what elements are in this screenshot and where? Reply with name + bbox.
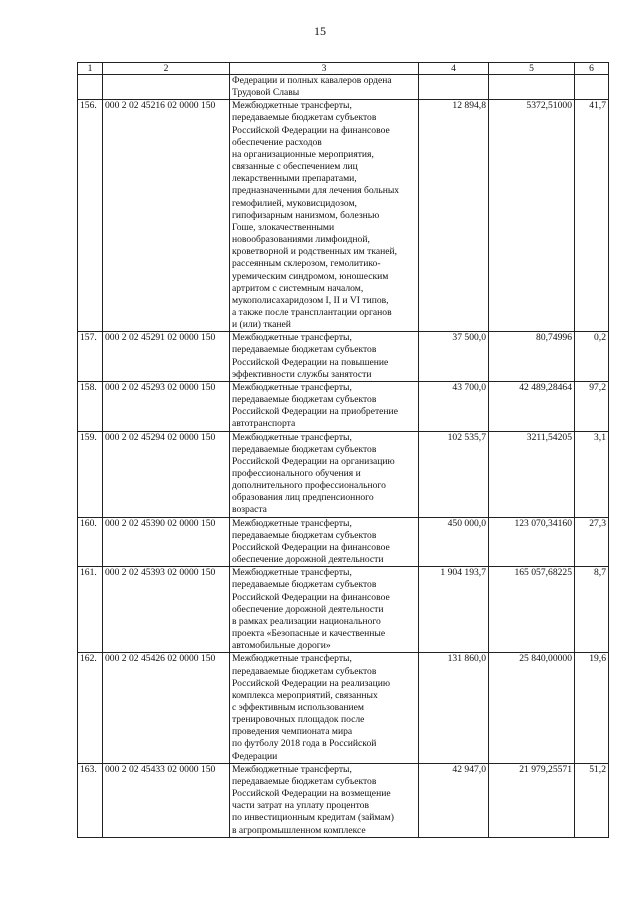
table-row xyxy=(78,763,609,837)
row-number-cell: 158. xyxy=(78,381,103,431)
approved-amount-cell: 450 000,0 xyxy=(419,517,489,567)
budget-code-cell: 000 2 02 45426 02 0000 150 xyxy=(103,653,230,763)
approved-amount-cell: 37 500,0 xyxy=(419,332,489,382)
budget-code-cell: 000 2 02 45393 02 0000 150 xyxy=(103,567,230,653)
budget-table xyxy=(77,62,609,838)
execution-percent-cell: 97,2 xyxy=(575,381,609,431)
approved-amount-cell: 12 894,8 xyxy=(419,100,489,332)
table-header-row xyxy=(78,63,609,75)
description-cell: Федерации и полных кавалеров ордена Трудовой Славы xyxy=(230,75,419,100)
description-cell: Межбюджетные трансферты, передаваемые бюджетам субъектов Российской Федерации на приобретение автотранспорта xyxy=(230,381,419,431)
execution-percent-cell: 41,7 xyxy=(575,100,609,332)
description-cell: Межбюджетные трансферты, передаваемые бюджетам субъектов Российской Федерации на финансовое обеспечение дорожной деятельности xyxy=(230,517,419,567)
execution-percent-cell: 27,3 xyxy=(575,517,609,567)
col-header-2: 2 xyxy=(103,63,230,75)
executed-amount-cell: 25 840,00000 xyxy=(489,653,575,763)
executed-amount-cell xyxy=(489,75,575,100)
executed-amount-cell: 123 070,34160 xyxy=(489,517,575,567)
row-number-cell xyxy=(78,75,103,100)
budget-code-cell: 000 2 02 45294 02 0000 150 xyxy=(103,431,230,517)
row-number-cell: 160. xyxy=(78,517,103,567)
table-row xyxy=(78,431,609,517)
budget-code-cell: 000 2 02 45390 02 0000 150 xyxy=(103,517,230,567)
page-number: 15 xyxy=(314,24,326,38)
executed-amount-cell: 165 057,68225 xyxy=(489,567,575,653)
execution-percent-cell: 19,6 xyxy=(575,653,609,763)
table-row xyxy=(78,100,609,332)
executed-amount-cell: 80,74996 xyxy=(489,332,575,382)
row-number-cell: 157. xyxy=(78,332,103,382)
col-header-3: 3 xyxy=(230,63,419,75)
description-cell: Межбюджетные трансферты, передаваемые бюджетам субъектов Российской Федерации на возмещение части затрат на уплату процентов по инвестиционным кредитам (займам) в агропромышленном комплексе xyxy=(230,763,419,837)
description-cell: Межбюджетные трансферты, передаваемые бюджетам субъектов Российской Федерации на повышение эффективности службы занятости xyxy=(230,332,419,382)
table-row xyxy=(78,75,609,100)
row-number-cell: 162. xyxy=(78,653,103,763)
budget-code-cell xyxy=(103,75,230,100)
description-cell: Межбюджетные трансферты, передаваемые бюджетам субъектов Российской Федерации на финансовое обеспечение расходов на организационные мероприятия, связанные с обеспечением лиц лекарственными препаратами, предназначенными для лечения больных гемофилией, муковисцидозом, гипофизарным нанизмом, болезнью Гоше, злокачественными новообразованиями лимфоидной, кроветворной и родственных им тканей, рассеянным склерозом, гемолитико- уремическим синдромом, юношеским артритом с системным началом, мукополисахаридозом I, II и VI типов, а также после трансплантации органов и (или) тканей xyxy=(230,100,419,332)
approved-amount-cell: 102 535,7 xyxy=(419,431,489,517)
budget-code-cell: 000 2 02 45291 02 0000 150 xyxy=(103,332,230,382)
execution-percent-cell: 8,7 xyxy=(575,567,609,653)
executed-amount-cell: 42 489,28464 xyxy=(489,381,575,431)
table-row xyxy=(78,381,609,431)
execution-percent-cell: 0,2 xyxy=(575,332,609,382)
execution-percent-cell xyxy=(575,75,609,100)
row-number-cell: 156. xyxy=(78,100,103,332)
row-number-cell: 163. xyxy=(78,763,103,837)
execution-percent-cell: 3,1 xyxy=(575,431,609,517)
budget-code-cell: 000 2 02 45293 02 0000 150 xyxy=(103,381,230,431)
description-cell: Межбюджетные трансферты, передаваемые бюджетам субъектов Российской Федерации на финансовое обеспечение дорожной деятельности в рамках реализации национального проекта «Безопасные и качественные автомобильные дороги» xyxy=(230,567,419,653)
approved-amount-cell: 131 860,0 xyxy=(419,653,489,763)
table-row xyxy=(78,567,609,653)
table-row xyxy=(78,332,609,382)
col-header-1: 1 xyxy=(78,63,103,75)
approved-amount-cell: 1 904 193,7 xyxy=(419,567,489,653)
row-number-cell: 161. xyxy=(78,567,103,653)
budget-code-cell: 000 2 02 45433 02 0000 150 xyxy=(103,763,230,837)
description-cell: Межбюджетные трансферты, передаваемые бюджетам субъектов Российской Федерации на реализацию комплекса мероприятий, связанных с эффективным использованием тренировочных площадок после проведения чемпионата мира по футболу 2018 года в Российской Федерации xyxy=(230,653,419,763)
approved-amount-cell xyxy=(419,75,489,100)
col-header-6: 6 xyxy=(575,63,609,75)
row-number-cell: 159. xyxy=(78,431,103,517)
approved-amount-cell: 43 700,0 xyxy=(419,381,489,431)
description-cell: Межбюджетные трансферты, передаваемые бюджетам субъектов Российской Федерации на организацию профессионального обучения и дополнительного профессионального образования лиц предпенсионного возраста xyxy=(230,431,419,517)
executed-amount-cell: 5372,51000 xyxy=(489,100,575,332)
executed-amount-cell: 21 979,25571 xyxy=(489,763,575,837)
col-header-4: 4 xyxy=(419,63,489,75)
executed-amount-cell: 3211,54205 xyxy=(489,431,575,517)
table-row xyxy=(78,517,609,567)
execution-percent-cell: 51,2 xyxy=(575,763,609,837)
budget-code-cell: 000 2 02 45216 02 0000 150 xyxy=(103,100,230,332)
col-header-5: 5 xyxy=(489,63,575,75)
approved-amount-cell: 42 947,0 xyxy=(419,763,489,837)
table-row xyxy=(78,653,609,763)
